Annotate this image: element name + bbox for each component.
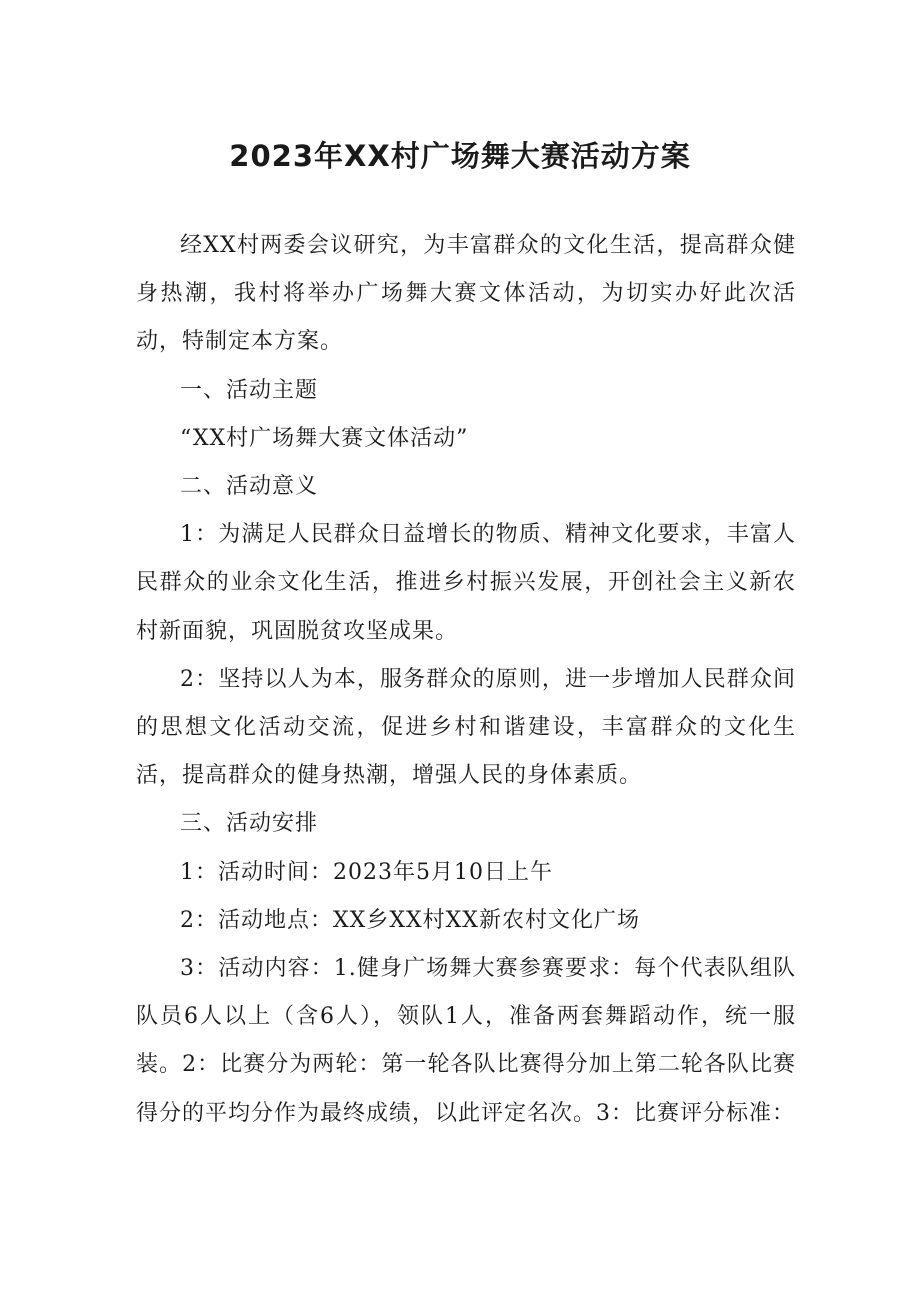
arrangement-content: 3：活动内容：1.健身广场舞大赛参赛要求：每个代表队组队队员6人以上（含6人），领队1人，准备两套舞蹈动作，统一服装。2：比赛分为两轮：第一轮各队比赛得分加上第二轮各队比赛得分的平均分作为最终成绩，以此评定名次。3：比赛评分标准：: [136, 956, 796, 1126]
significance-item-2: 2：坚持以人为本，服务群众的原则，进一步增加人民群众间的思想文化活动交流，促进乡村和谐建设，丰富群众的文化生活，提高群众的健身热潮，增强人民的身体素质。: [136, 666, 796, 789]
theme-text: “XX村广场舞大赛文体活动”: [180, 425, 469, 451]
intro-paragraph: 经XX村两委会议研究，为丰富群众的文化生活，提高群众健身热潮，我村将举办广场舞大赛文体活动，为切实办好此次活动，特制定本方案。: [136, 233, 796, 355]
document-title: 2023年XX村广场舞大赛活动方案: [229, 139, 691, 173]
significance-item-1: 1：为满足人民群众日益增长的物质、精神文化要求，丰富人民群众的业余文化生活，推进乡村振兴发展，开创社会主义新农村新面貌，巩固脱贫攻坚成果。: [136, 522, 796, 644]
section-heading-theme: 一、活动主题: [180, 377, 319, 403]
section-heading-arrangement: 三、活动安排: [180, 811, 319, 837]
arrangement-location: 2：活动地点：XX乡XX村XX新农村文化广场: [180, 907, 640, 933]
arrangement-time: 1：活动时间：2023年5月10日上午: [180, 859, 553, 885]
section-heading-significance: 二、活动意义: [180, 474, 319, 500]
document-body: [136, 222, 796, 1138]
